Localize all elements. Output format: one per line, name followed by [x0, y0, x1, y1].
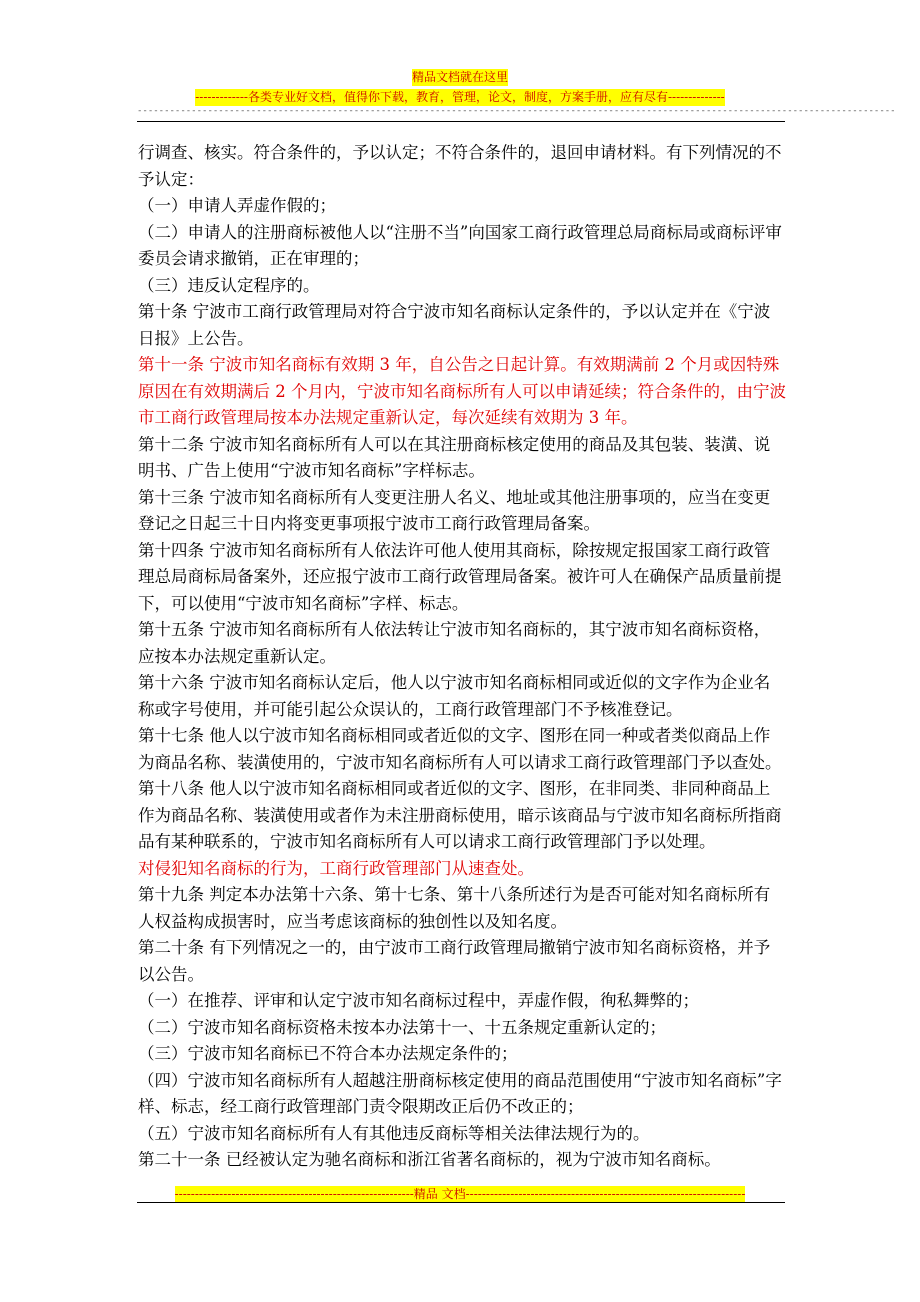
paragraph: （二）宁波市知名商标资格未按本办法第十一、十五条规定重新认定的； — [138, 1017, 666, 1037]
footer-text: -----------------------------------------------------------精品 文档--------------------------------------------------------------------- — [174, 1187, 746, 1201]
paragraph: （三）宁波市知名商标已不符合本办法规定条件的； — [138, 1044, 518, 1063]
paragraph: 第十九条 判定本办法第十六条、第十七条、第十八条所述行为是否可能对知名商标所有人权益构成损害时，应当考虑该商标的独创性以及知名度。 — [138, 885, 771, 931]
paragraph: 第十六条 宁波市知名商标认定后，他人以宁波市知名商标相同或近似的文字作为企业名称或字号使用，并可能引起公众误认的，工商行政管理部门不予核准登记。 — [138, 673, 771, 719]
paragraph: 第十四条 宁波市知名商标所有人依法许可他人使用其商标，除按规定报国家工商行政管理总局商标局备案外，还应报宁波市工商行政管理局备案。被许可人在确保产品质量前提下，可以使用“宁波市知名商标”字样、标志。 — [138, 540, 782, 613]
page-header — [0, 66, 920, 106]
header-divider — [137, 121, 785, 122]
paragraph: 第十二条 宁波市知名商标所有人可以在其注册商标核定使用的商品及其包装、装潢、说明书、广告上使用“宁波市知名商标”字样标志。 — [138, 434, 771, 480]
footer-divider — [137, 1202, 785, 1203]
header-subtitle: -------------各类专业好文档，值得你下载，教育，管理，论文，制度，方案手册，应有尽有-------------- — [195, 90, 725, 104]
paragraph: （二）申请人的注册商标被他人以“注册不当”向国家工商行政管理总局商标局或商标评审委员会请求撤销，正在审理的； — [138, 222, 782, 268]
header-dash-line: -------------------------------------------------------------------------------------------------------------------------------------------- — [137, 106, 896, 116]
paragraph: （四）宁波市知名商标所有人超越注册商标核定使用的商品范围使用“宁波市知名商标”字样、标志，经工商行政管理部门责令限期改正后仍不改正的； — [138, 1070, 782, 1116]
paragraph: 对侵犯知名商标的行为，工商行政管理部门从速查处。 — [138, 858, 534, 878]
paragraph: （一）在推荐、评审和认定宁波市知名商标过程中，弄虚作假，徇私舞弊的； — [138, 991, 699, 1010]
header-title: 精品文档就在这里 — [411, 70, 508, 84]
paragraph: 第十八条 他人以宁波市知名商标相同或者近似的文字、图形，在非同类、非同种商品上作为商品名称、装潢使用或者作为未注册商标使用，暗示该商品与宁波市知名商标所指商品有某种联系的，宁波市知名商标所有人可以请求工商行政管理部门予以处理。 — [138, 779, 782, 851]
paragraph: 第二十条 有下列情况之一的，由宁波市工商行政管理局撤销宁波市知名商标资格，并予以公告。 — [138, 938, 771, 984]
paragraph: 第十条 宁波市工商行政管理局对符合宁波市知名商标认定条件的，予以认定并在《宁波日报》上公告。 — [138, 302, 771, 348]
paragraph: （一）申请人弄虚作假的； — [138, 196, 336, 215]
paragraph: 第十七条 他人以宁波市知名商标相同或者近似的文字、图形在同一种或者类似商品上作为商品名称、装潢使用的，宁波市知名商标所有人可以请求工商行政管理部门予以查处。 — [138, 726, 782, 772]
paragraph: 第二十一条 已经被认定为驰名商标和浙江省著名商标的，视为宁波市知名商标。 — [138, 1150, 721, 1169]
paragraph: 第十五条 宁波市知名商标所有人依法转让宁波市知名商标的，其宁波市知名商标资格，应按本办法规定重新认定。 — [138, 620, 771, 666]
paragraph: 行调查、核实。符合条件的，予以认定；不符合条件的，退回申请材料。有下列情况的不予认定： — [138, 143, 782, 189]
paragraph: （三）违反认定程序的。 — [138, 275, 320, 295]
document-body — [138, 140, 786, 1174]
page-footer — [0, 1183, 920, 1202]
paragraph: 第十一条 宁波市知名商标有效期 3 年，自公告之日起计算。有效期满前 2 个月或因特殊原因在有效期满后 2 个月内，宁波市知名商标所有人可以申请延续；符合条件的，由宁波市工商行政管理局按本办法规定重新认定，每次延续有效期为 3 年。 — [138, 355, 786, 427]
paragraph: 第十三条 宁波市知名商标所有人变更注册人名义、地址或其他注册事项的，应当在变更登记之日起三十日内将变更事项报宁波市工商行政管理局备案。 — [138, 487, 771, 533]
paragraph: （五）宁波市知名商标所有人有其他违反商标等相关法律法规行为的。 — [138, 1123, 650, 1143]
